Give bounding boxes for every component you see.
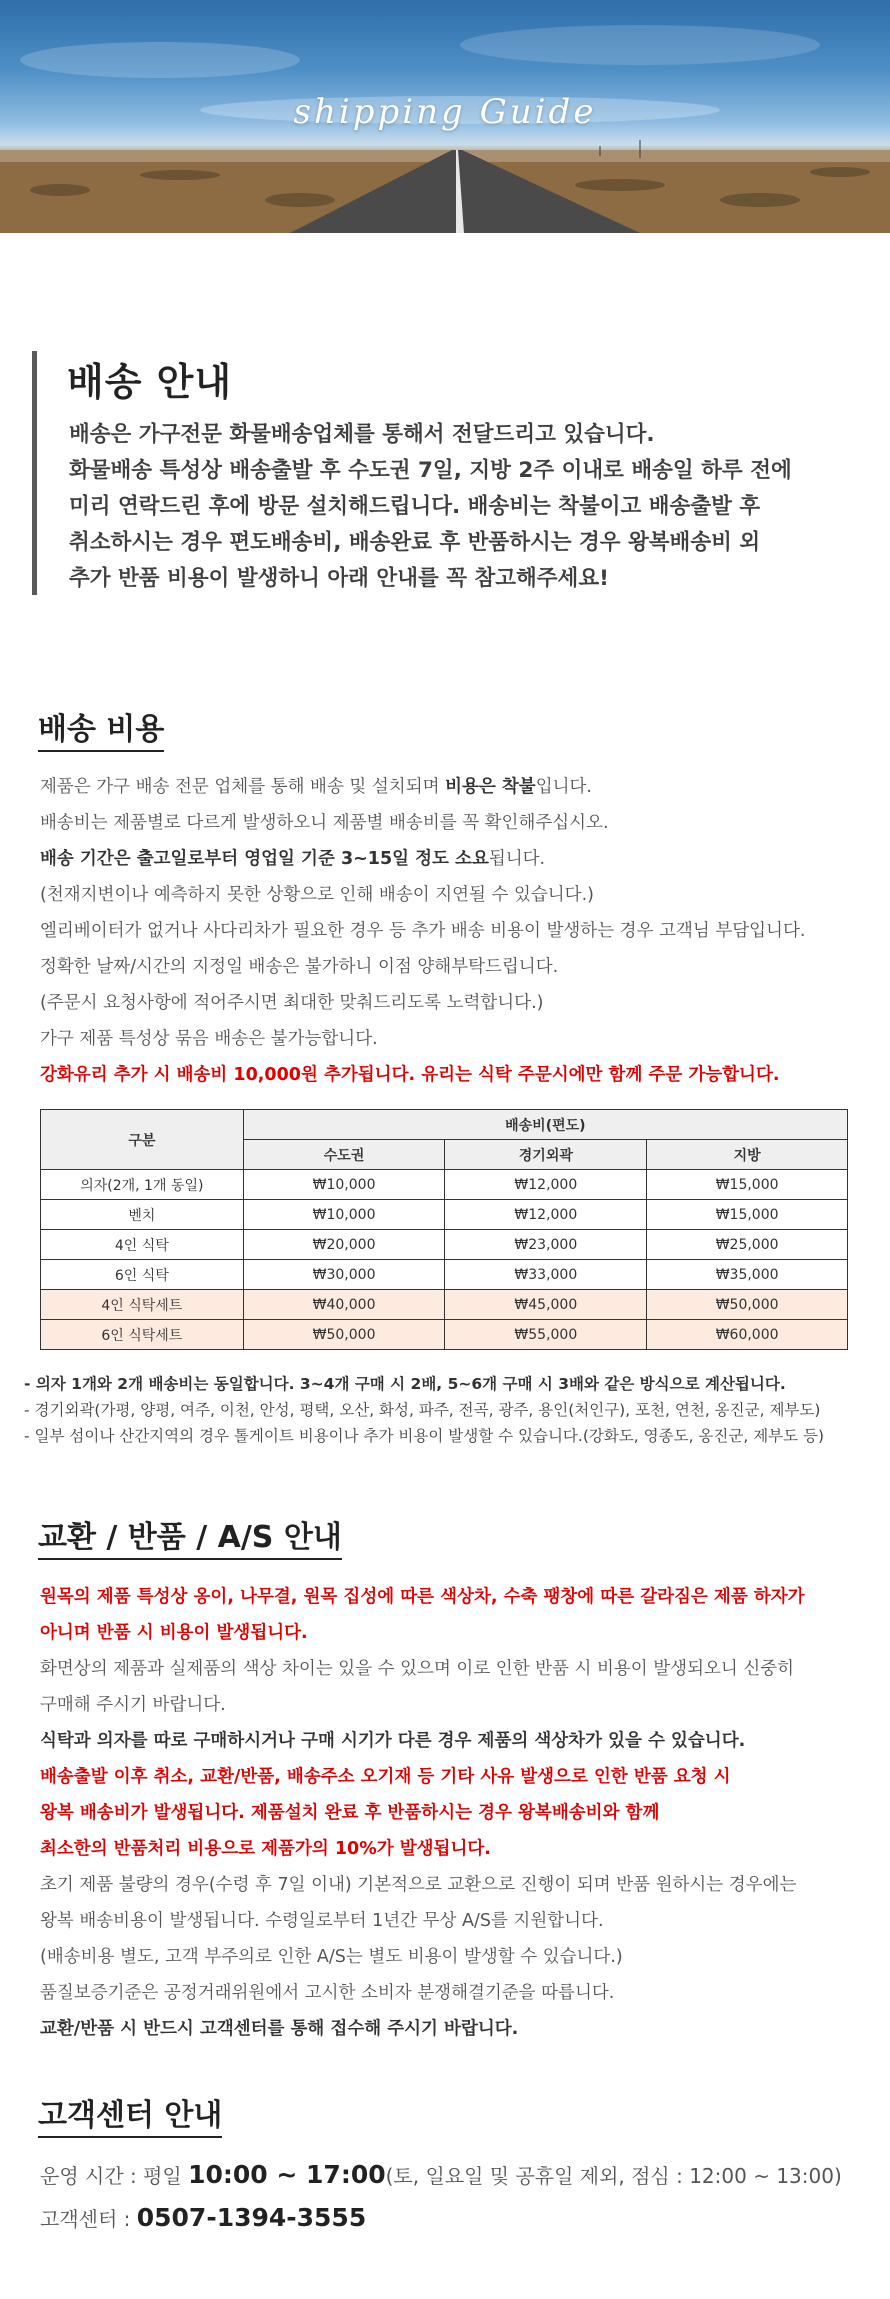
fee-cell: ₩33,000 [445, 1260, 647, 1290]
phone-number: 0507-1394-3555 [136, 2203, 367, 2232]
customer-phone: 고객센터 : 0507-1394-3555 [40, 2203, 367, 2232]
row-name: 6인 식탁세트 [41, 1320, 244, 1350]
table-header-region: 지방 [647, 1140, 848, 1170]
exchange-line: 최소한의 반품처리 비용으로 제품가의 10%가 발생됩니다. [40, 1839, 491, 1859]
exchange-line: (배송비용 별도, 고객 부주의로 인한 A/S는 별도 비용이 발생할 수 있습니다.) [40, 1947, 623, 1967]
exchange-line: 교환/반품 시 반드시 고객센터를 통해 접수해 주시기 바랍니다. [40, 2019, 519, 2039]
fee-cell: ₩50,000 [647, 1290, 848, 1320]
shipping-fee-table [40, 1109, 848, 1350]
cost-line: 가구 제품 특성상 묶음 배송은 불가능합니다. [40, 1029, 378, 1049]
customer-center-title: 고객센터 안내 [38, 2098, 222, 2138]
intro-line: 미리 연락드린 후에 방문 설치해드립니다. 배송비는 착불이고 배송출발 후 [69, 494, 761, 519]
fee-cell: ₩60,000 [647, 1320, 848, 1350]
cost-line: 배송 기간은 출고일로부터 영업일 기준 3~15일 정도 소요됩니다. [40, 849, 546, 869]
fee-cell: ₩10,000 [243, 1200, 445, 1230]
exchange-line: 아니며 반품 시 비용이 발생됩니다. [40, 1623, 308, 1643]
banner-title: shipping Guide [293, 92, 597, 132]
intro-line: 화물배송 특성상 배송출발 후 수도권 7일, 지방 2주 이내로 배송일 하루 전에 [69, 458, 792, 483]
row-name: 4인 식탁 [41, 1230, 244, 1260]
fee-cell: ₩40,000 [243, 1290, 445, 1320]
shipping-notes [24, 1371, 884, 1449]
exchange-line: 왕복 배송비가 발생됩니다. 제품설치 완료 후 반품하시는 경우 왕복배송비와 함께 [40, 1803, 660, 1823]
fee-cell: ₩10,000 [243, 1170, 445, 1200]
row-name: 의자(2개, 1개 동일) [41, 1170, 244, 1200]
exchange-return-title: 교환 / 반품 / A/S 안내 [38, 1520, 342, 1560]
intro-line: 배송은 가구전문 화물배송업체를 통해서 전달드리고 있습니다. [69, 422, 655, 447]
fee-cell: ₩50,000 [243, 1320, 445, 1350]
fee-cell: ₩15,000 [647, 1200, 848, 1230]
fee-cell: ₩35,000 [647, 1260, 848, 1290]
cost-line: (천재지변이나 예측하지 못한 상황으로 인해 배송이 지연될 수 있습니다.) [40, 885, 594, 905]
hours-value: 10:00 ~ 17:00 [188, 2160, 386, 2189]
shipping-guide-banner [0, 0, 890, 233]
cost-line: 정확한 날짜/시간의 지정일 배송은 불가하니 이점 양해부탁드립니다. [40, 957, 559, 977]
row-name: 벤치 [41, 1200, 244, 1230]
intro-line: 취소하시는 경우 편도배송비, 배송완료 후 반품하시는 경우 왕복배송비 외 [69, 530, 761, 555]
table-header-region: 수도권 [243, 1140, 445, 1170]
note-line: - 경기외곽(가평, 양평, 여주, 이천, 안성, 평택, 오산, 화성, 파주, 전곡, 광주, 용인(처인구), 포천, 연천, 옹진군, 제부도) [24, 1401, 821, 1419]
table-row-highlighted [41, 1290, 848, 1320]
fee-cell: ₩55,000 [445, 1320, 647, 1350]
exchange-line: 품질보증기준은 공정거래위원에서 고시한 소비자 분쟁해결기준을 따릅니다. [40, 1983, 615, 2003]
table-row [41, 1200, 848, 1230]
table-header-category: 구분 [41, 1110, 244, 1170]
intro-line: 추가 반품 비용이 발생하니 아래 안내를 꼭 참고해주세요! [69, 566, 609, 591]
note-line: - 일부 섬이나 산간지역의 경우 톨게이트 비용이나 추가 비용이 발생할 수 있습니다.(강화도, 영종도, 옹진군, 제부도 등) [24, 1427, 825, 1445]
fee-cell: ₩45,000 [445, 1290, 647, 1320]
exchange-line: 초기 제품 불량의 경우(수령 후 7일 이내) 기본적으로 교환으로 진행이 되며 반품 원하시는 경우에는 [40, 1875, 797, 1895]
fee-cell: ₩12,000 [445, 1170, 647, 1200]
cost-line: (주문시 요청사항에 적어주시면 최대한 맞춰드리도록 노력합니다.) [40, 993, 544, 1013]
shipping-cost-title: 배송 비용 [38, 712, 164, 752]
table-row [41, 1170, 848, 1200]
exchange-line: 구매해 주시기 바랍니다. [40, 1695, 226, 1715]
fee-cell: ₩20,000 [243, 1230, 445, 1260]
exchange-line: 식탁과 의자를 따로 구매하시거나 구매 시기가 다른 경우 제품의 색상차가 있을 수 있습니다. [40, 1731, 746, 1751]
operating-hours: 운영 시간 : 평일 10:00 ~ 17:00(토, 일요일 및 공휴일 제외, 점심 : 12:00 ~ 13:00) [40, 2160, 842, 2189]
note-line: - 의자 1개와 2개 배송비는 동일합니다. 3~4개 구매 시 2배, 5~6개 구매 시 3배와 같은 방식으로 계산됩니다. [24, 1375, 786, 1393]
table-row [41, 1230, 848, 1260]
exchange-line: 화면상의 제품과 실제품의 색상 차이는 있을 수 있으며 이로 인한 반품 시 비용이 발생되오니 신중히 [40, 1659, 795, 1679]
fee-cell: ₩23,000 [445, 1230, 647, 1260]
cost-line: 배송비는 제품별로 다르게 발생하오니 제품별 배송비를 꼭 확인해주십시오. [40, 813, 609, 833]
fee-cell: ₩25,000 [647, 1230, 848, 1260]
exchange-text [40, 1579, 880, 2047]
fee-cell: ₩30,000 [243, 1260, 445, 1290]
exchange-line: 배송출발 이후 취소, 교환/반품, 배송주소 오기재 등 기타 사유 발생으로 인한 반품 요청 시 [40, 1767, 731, 1787]
row-name: 6인 식탁 [41, 1260, 244, 1290]
delivery-intro [32, 351, 877, 595]
table-header-region: 경기외곽 [445, 1140, 647, 1170]
exchange-line: 왕복 배송비용이 발생됩니다. 수령일로부터 1년간 무상 A/S를 지원합니다. [40, 1911, 604, 1931]
intro-title: 배송 안내 [67, 360, 233, 404]
shipping-cost-text [40, 769, 880, 1093]
exchange-line: 원목의 제품 특성상 옹이, 나무결, 원목 집성에 따른 색상차, 수축 팽창에 따른 갈라짐은 제품 하자가 [40, 1587, 805, 1607]
fee-cell: ₩15,000 [647, 1170, 848, 1200]
table-header-fee: 배송비(편도) [243, 1110, 847, 1140]
row-name: 4인 식탁세트 [41, 1290, 244, 1320]
glass-notice: 강화유리 추가 시 배송비 10,000원 추가됩니다. 유리는 식탁 주문시에만 함께 주문 가능합니다. [40, 1065, 780, 1085]
fee-cell: ₩12,000 [445, 1200, 647, 1230]
intro-body [69, 417, 879, 597]
cost-line: 엘리베이터가 없거나 사다리차가 필요한 경우 등 추가 배송 비용이 발생하는 경우 고객님 부담입니다. [40, 921, 806, 941]
cost-line: 제품은 가구 배송 전문 업체를 통해 배송 및 설치되며 비용은 착불입니다. [40, 777, 592, 797]
table-row [41, 1260, 848, 1290]
table-row-highlighted [41, 1320, 848, 1350]
